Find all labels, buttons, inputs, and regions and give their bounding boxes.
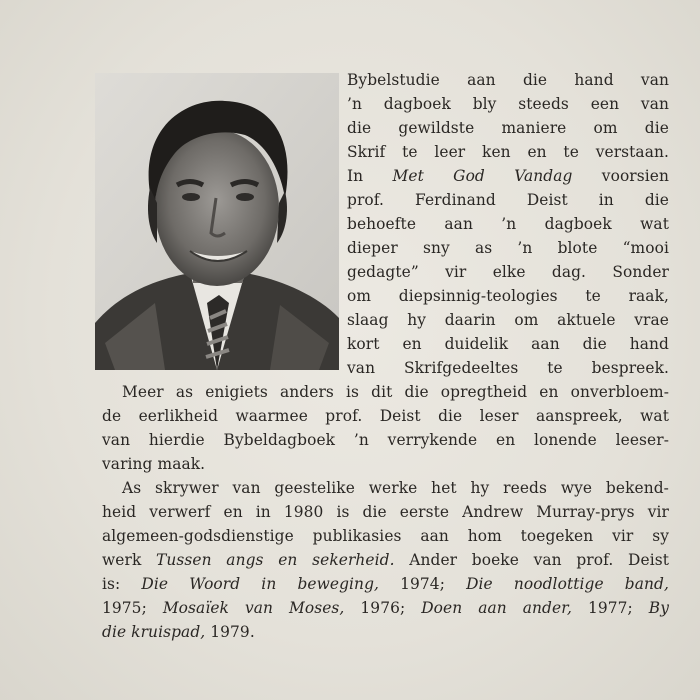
text-line-13: van Skrifgedeeltes te bespreek. [347,359,669,377]
text-line-1: Bybelstudie aan die hand van [347,71,669,89]
text-line-2: ’n dagboek bly steeds een van [347,95,669,113]
text-line-16: van hierdie Bybeldagboek ’n verrykende en lonende leeser- [102,431,669,449]
text-line-5: In Met God Vandag voorsien [347,167,670,185]
text-line-17: varing maak. [102,455,206,473]
text-line-10: om diepsinnig-teologies te raak, [347,287,669,305]
text-line-6: prof. Ferdinand Deist in die [347,191,669,209]
text-line-7: behoefte aan ’n dagboek wat [347,215,669,233]
book-title-die-woord: Die Woord in beweging, [141,575,380,593]
book-title-die-kruispad: die kruispad, [102,623,206,641]
book-title-by: By [648,599,669,617]
author-photo [95,73,339,370]
book-title-met-god-vandag: Met God Vandag [392,167,573,185]
text-line-21: werk Tussen angs en sekerheid. Ander boeke van prof. Deist [102,551,669,569]
text-line-15: de eerlikheid waarmee prof. Deist die leser aanspreek, wat [102,407,669,425]
text-line-19: heid verwerf en in 1980 is die eerste Andrew Murray-prys vir [102,503,669,521]
text-line-12: kort en duidelik aan die hand [347,335,669,353]
text-line-4: Skrif te leer ken en te verstaan. [347,143,669,161]
text-line-3: die gewildste maniere om die [347,119,669,137]
text-line-18: As skrywer van geestelike werke het hy reeds wye bekend- [122,479,669,497]
text-line-11: slaag hy daarin om aktuele vrae [347,311,669,329]
text-line-23: 1975; Mosaïek van Moses, 1976; Doen aan ander, 1977; By [102,599,669,617]
text-line-20: algemeen-godsdienstige publikasies aan hom toegeken vir sy [102,527,669,545]
text-line-22: is: Die Woord in beweging, 1974; Die noodlottige band, [102,575,669,593]
text-line-24: die kruispad, 1979. [102,623,255,641]
text-line-14: Meer as enigiets anders is dit die opregtheid en onverbloem- [122,383,669,401]
book-title-tussen-angs: Tussen angs en sekerheid. [156,551,395,569]
author-portrait-drawing [95,73,339,370]
text-line-8: dieper sny as ’n blote “mooi [347,239,669,257]
book-title-mosaiek: Mosaïek van Moses, [162,599,345,617]
text-line-9: gedagte” vir elke dag. Sonder [347,263,669,281]
book-title-noodlottige-band: Die noodlottige band, [466,575,669,593]
book-title-doen-aan-ander: Doen aan ander, [421,599,572,617]
